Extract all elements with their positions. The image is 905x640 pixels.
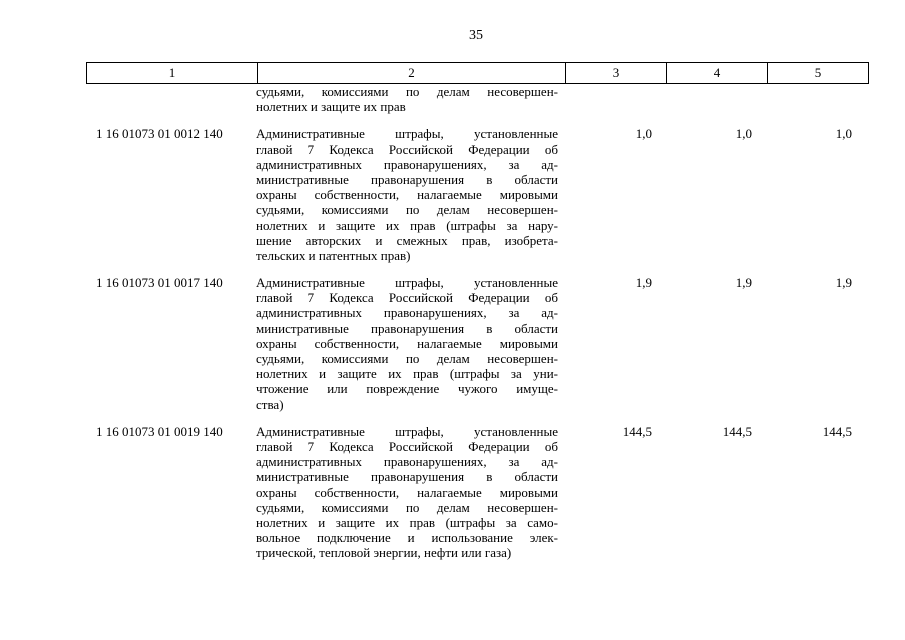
table-header xyxy=(86,62,869,84)
desc-line: судьями, комиссиями по делам несовершен- xyxy=(256,499,558,515)
row-value-col4: 1,9 xyxy=(735,275,752,291)
desc-line: охраны собственности, налагаемые мировыми xyxy=(256,335,558,351)
row-code: 1 16 01073 01 0012 140 xyxy=(96,126,223,142)
row-value-col5: 1,9 xyxy=(835,275,852,291)
desc-line: министративные правонарушения в области xyxy=(256,320,558,336)
desc-line: главой 7 Кодекса Российской Федерации об xyxy=(256,438,558,454)
desc-line: судьями, комиссиями по делам несовершен- xyxy=(256,351,558,366)
desc-line: Административные штрафы, установленные xyxy=(256,126,558,142)
desc-line: нолетних и защите их прав (штрафы за само- xyxy=(256,514,558,530)
desc-line: нолетних и защите их прав xyxy=(256,99,406,115)
desc-line: административных правонарушениях, за ад- xyxy=(256,305,558,321)
desc-line: министративные правонарушения в области xyxy=(256,171,558,187)
continuation-description xyxy=(256,84,558,114)
header-col-5: 5 xyxy=(768,63,869,84)
table-row xyxy=(86,126,866,263)
header-col-1: 1 xyxy=(87,63,258,84)
header-col-4: 4 xyxy=(667,63,768,84)
desc-line: министративные правонарушения в области xyxy=(256,469,558,485)
header-col-3: 3 xyxy=(566,63,667,84)
desc-line: административных правонарушениях, за ад- xyxy=(256,454,558,470)
desc-line: нолетних и защите их прав (штрафы за уни- xyxy=(256,366,558,382)
header-col-2: 2 xyxy=(258,63,566,84)
desc-line: охраны собственности, налагаемые мировыми xyxy=(256,484,558,500)
row-description xyxy=(256,275,558,412)
desc-line: охраны собственности, налагаемые мировыми xyxy=(256,187,558,203)
row-value-col3: 1,9 xyxy=(635,275,652,291)
desc-line: административных правонарушениях, за ад- xyxy=(256,156,558,172)
desc-line: чтожение или повреждение чужого имуще- xyxy=(256,381,558,397)
row-value-col4: 1,0 xyxy=(735,126,752,142)
desc-line: вольное подключение и использование элек- xyxy=(256,530,558,546)
page-number: 35 xyxy=(469,28,483,43)
desc-line: ства) xyxy=(256,396,284,412)
row-code: 1 16 01073 01 0019 140 xyxy=(96,423,223,439)
row-code: 1 16 01073 01 0017 140 xyxy=(96,275,223,291)
row-value-col5: 144,5 xyxy=(822,423,852,439)
desc-line: нолетних и защите их прав (штрафы за нару- xyxy=(256,217,558,233)
row-value-col3: 1,0 xyxy=(635,126,652,142)
desc-line: главой 7 Кодекса Российской Федерации об xyxy=(256,141,558,157)
continuation-row xyxy=(86,84,866,114)
desc-line: Административные штрафы, установленные xyxy=(256,275,558,291)
desc-line: судьями, комиссиями по делам несовершен- xyxy=(256,84,558,99)
table-body xyxy=(86,84,866,560)
desc-line: шение авторских и смежных прав, изобрета- xyxy=(256,232,558,248)
desc-line: трической, тепловой энергии, нефти или газа) xyxy=(256,545,512,561)
row-value-col3: 144,5 xyxy=(622,423,652,439)
desc-line: судьями, комиссиями по делам несовершен- xyxy=(256,202,558,218)
desc-line: Административные штрафы, установленные xyxy=(256,423,558,439)
row-value-col5: 1,0 xyxy=(835,126,852,142)
row-value-col4: 144,5 xyxy=(722,423,752,439)
desc-line: тельских и патентных прав) xyxy=(256,247,411,263)
table-row xyxy=(86,275,866,412)
row-description xyxy=(256,424,558,561)
desc-line: главой 7 Кодекса Российской Федерации об xyxy=(256,290,558,306)
row-description xyxy=(256,126,558,263)
table-row xyxy=(86,424,866,561)
